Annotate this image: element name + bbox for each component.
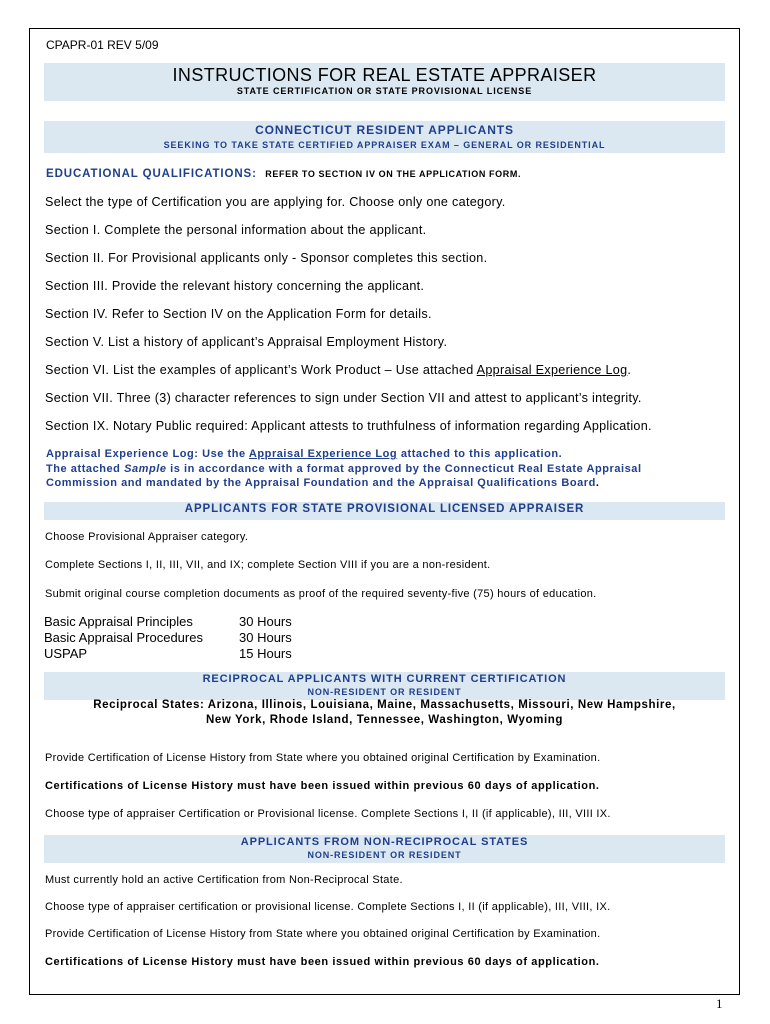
recip-p3: Choose type of appraiser Certification or Provisional license. Complete Sections I, II (if applicable), III, VIII IX. — [45, 808, 611, 820]
prov-p3: Submit original course completion documents as proof of the required seventy-five (75) hours of education. — [45, 588, 597, 600]
nonrecip-p2: Choose type of appraiser certification or provisional license. Complete Sections I, II (if applicable), III, VIII, IX. — [45, 901, 611, 913]
recip-p2: Certifications of License History must have been issued within previous 60 days of application. — [45, 780, 600, 792]
nonrecip-p3: Provide Certification of License History from State where you obtained original Certification by Examination. — [45, 928, 601, 940]
section-vi-text: Section VI. List the examples of applicant’s Work Product – Use attached — [45, 363, 477, 377]
prov-heading: APPLICANTS FOR STATE PROVISIONAL LICENSED APPRAISER — [184, 503, 585, 515]
page-number: 1 — [716, 996, 723, 1011]
sample-word: Sample — [124, 462, 167, 475]
section-iv: Section IV. Refer to Section IV on the Application Form for details. — [45, 307, 432, 321]
section-iii: Section III. Provide the relevant history concerning the applicant. — [45, 279, 425, 293]
recip-subheading: NON-RESIDENT OR RESIDENT — [307, 687, 462, 697]
nonrecip-heading: APPLICANTS FROM NON-RECIPROCAL STATES — [240, 836, 529, 848]
page-title: INSTRUCTIONS FOR REAL ESTATE APPRAISER — [172, 65, 597, 85]
experience-log-note — [46, 447, 642, 491]
section-vii: Section VII. Three (3) character references to sign under Section VII and attest to applicant’s integrity. — [45, 391, 642, 405]
recip-heading: RECIPROCAL APPLICANTS WITH CURRENT CERTIFICATION — [202, 673, 567, 685]
course-row: USPAP 15 Hours — [44, 646, 292, 661]
course-row: Basic Appraisal Principles 30 Hours — [44, 614, 292, 629]
nonrecip-p4: Certifications of License History must have been issued within previous 60 days of application. — [45, 956, 600, 968]
section-v: Section V. List a history of applicant’s Appraisal Employment History. — [45, 335, 448, 349]
form-id: CPAPR-01 REV 5/09 — [46, 38, 159, 52]
reciprocal-states-1: Reciprocal States: Arizona, Illinois, Louisiana, Maine, Massachusetts, Missouri, New Hampshire, — [93, 699, 676, 711]
nonrecip-p1: Must currently hold an active Certification from Non-Reciprocal State. — [45, 874, 403, 886]
edu-qualifications — [46, 164, 521, 182]
section-vi — [45, 363, 631, 377]
section-ix: Section IX. Notary Public required: Applicant attests to truthfulness of information regarding Application. — [45, 419, 652, 433]
edu-label: EDUCATIONAL QUALIFICATIONS: — [46, 168, 257, 180]
course-row: Basic Appraisal Procedures 30 Hours — [44, 630, 292, 645]
note-line-2: The attached Sample is in accordance with a format approved by the Connecticut Real Estate Appraisal — [46, 462, 642, 475]
edu-reference: REFER TO SECTION IV ON THE APPLICATION FORM. — [265, 169, 522, 179]
section-i: Section I. Complete the personal information about the applicant. — [45, 223, 427, 237]
note-line-1: Appraisal Experience Log: Use the Appraisal Experience Log attached to this application. — [46, 448, 563, 460]
select-instruction: Select the type of Certification you are applying for. Choose only one category. — [45, 195, 506, 209]
recip-p1: Provide Certification of License History from State where you obtained original Certification by Examination. — [45, 752, 601, 764]
prov-p2: Complete Sections I, II, III, VII, and IX; complete Section VIII if you are a non-resident. — [45, 559, 491, 571]
section-ii: Section II. For Provisional applicants only - Sponsor completes this section. — [45, 251, 488, 265]
reciprocal-states-2: New York, Rhode Island, Tennessee, Washington, Wyoming — [205, 714, 563, 726]
ct-subheading: SEEKING TO TAKE STATE CERTIFIED APPRAISER EXAM – GENERAL OR RESIDENTIAL — [163, 140, 606, 150]
nonrecip-subheading: NON-RESIDENT OR RESIDENT — [307, 850, 462, 860]
page-subtitle: STATE CERTIFICATION OR STATE PROVISIONAL LICENSE — [236, 86, 533, 96]
section-vi-end: . — [627, 363, 632, 377]
appraisal-log-link[interactable]: Appraisal Experience Log — [476, 363, 628, 377]
course-hours-table — [44, 614, 292, 662]
prov-p1: Choose Provisional Appraiser category. — [45, 531, 249, 543]
ct-heading: CONNECTICUT RESIDENT APPLICANTS — [255, 123, 514, 137]
note-line-3: Commission and mandated by the Appraisal Foundation and the Appraisal Qualifications Board. — [46, 477, 600, 489]
note-log-link[interactable]: Appraisal Experience Log — [248, 448, 398, 460]
